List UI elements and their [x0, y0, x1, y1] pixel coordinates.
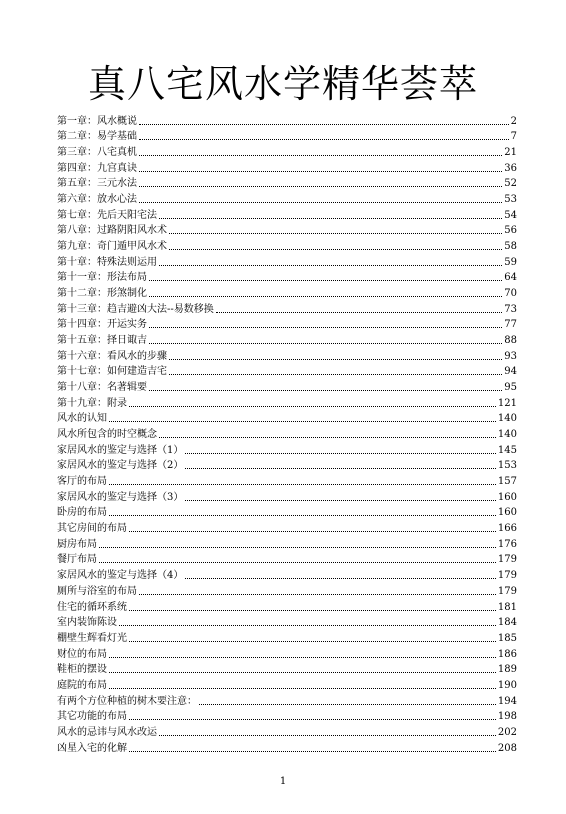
toc-entry-page: 160: [497, 491, 517, 503]
toc-dot-leader: [109, 672, 496, 673]
toc-entry[interactable]: [57, 676, 517, 692]
toc-entry-label: 住宅的循环系统: [57, 601, 127, 613]
toc-entry-label: 第一章：风水概说: [57, 115, 137, 127]
toc-entry[interactable]: [57, 504, 517, 520]
toc-entry-label: 家居风水的鉴定与选择（4）: [57, 570, 184, 582]
toc-entry-label: 第二章：易学基础: [57, 131, 137, 143]
toc-dot-leader: [149, 280, 502, 281]
toc-entry[interactable]: [57, 284, 517, 300]
toc-entry-label: 客厅的布局: [57, 476, 107, 488]
toc-dot-leader: [149, 296, 502, 297]
toc-entry[interactable]: [57, 410, 517, 426]
toc-entry[interactable]: [57, 582, 517, 598]
toc-dot-leader: [185, 468, 496, 469]
toc-entry-label: 第十二章：形煞制化: [57, 288, 147, 300]
toc-dot-leader: [149, 327, 502, 328]
toc-entry[interactable]: [57, 394, 517, 410]
toc-dot-leader: [139, 171, 502, 172]
toc-entry-label: 第十一章：形法布局: [57, 272, 147, 284]
toc-entry-page: 21: [504, 147, 517, 159]
toc-entry-page: 198: [497, 711, 517, 723]
toc-entry-label: 鞋柜的摆设: [57, 664, 107, 676]
toc-entry-label: 第十三章：趋吉避凶大法--易数移换: [57, 303, 214, 315]
toc-entry-page: 140: [497, 413, 517, 425]
toc-entry[interactable]: [57, 112, 517, 128]
toc-entry[interactable]: [57, 566, 517, 582]
toc-entry-label: 其它功能的布局: [57, 711, 127, 723]
toc-entry-label: 厕所与浴室的布局: [57, 585, 137, 597]
toc-entry[interactable]: [57, 175, 517, 191]
toc-dot-leader: [109, 421, 496, 422]
toc-entry-page: 56: [504, 225, 517, 237]
toc-entry-page: 54: [504, 209, 517, 221]
toc-entry[interactable]: [57, 708, 517, 724]
toc-dot-leader: [99, 547, 496, 548]
toc-entry-page: 121: [497, 397, 517, 409]
toc-entry-page: 190: [497, 679, 517, 691]
toc-entry-page: 176: [497, 538, 517, 550]
toc-entry-label: 有两个方位种植的树木要注意：: [57, 695, 197, 707]
toc-entry-label: 第七章：先后天阳宅法: [57, 209, 157, 221]
toc-entry-page: 73: [504, 303, 517, 315]
toc-entry-page: 185: [497, 632, 517, 644]
toc-dot-leader: [109, 688, 496, 689]
toc-dot-leader: [185, 500, 496, 501]
toc-entry-page: 94: [504, 366, 517, 378]
toc-entry-label: 第十五章：择日诹吉: [57, 335, 147, 347]
toc-entry-label: 第九章：奇门遁甲风水术: [57, 241, 167, 253]
toc-entry-page: 179: [497, 570, 517, 582]
toc-entry-page: 179: [497, 585, 517, 597]
toc-entry[interactable]: [57, 143, 517, 159]
toc-entry[interactable]: [57, 206, 517, 222]
toc-entry-label: 第十八章：名著辑要: [57, 382, 147, 394]
toc-dot-leader: [169, 374, 502, 375]
toc-dot-leader: [129, 531, 496, 532]
toc-entry[interactable]: [57, 535, 517, 551]
toc-entry-page: 186: [497, 648, 517, 660]
toc-dot-leader: [159, 218, 502, 219]
toc-entry-label: 风水所包含的时空概念: [57, 429, 157, 441]
toc-entry[interactable]: [57, 347, 517, 363]
toc-dot-leader: [149, 343, 502, 344]
toc-entry[interactable]: [57, 159, 517, 175]
toc-entry-page: 208: [497, 742, 517, 754]
toc-entry-label: 家居风水的鉴定与选择（2）: [57, 460, 184, 472]
toc-entry-page: 153: [497, 460, 517, 472]
toc-dot-leader: [169, 249, 502, 250]
toc-entry[interactable]: [57, 269, 517, 285]
toc-entry-label: 第三章：八宅真机: [57, 147, 137, 159]
toc-entry[interactable]: [57, 692, 517, 708]
toc-entry-label: 第八章：过路阴阳风水术: [57, 225, 167, 237]
toc-dot-leader: [139, 139, 509, 140]
toc-entry-page: 181: [497, 601, 517, 613]
toc-entry[interactable]: [57, 472, 517, 488]
toc-entry[interactable]: [57, 645, 517, 661]
toc-entry-label: 风水的忌讳与风水改运: [57, 726, 157, 738]
toc-entry-label: 厨房布局: [57, 538, 97, 550]
toc-entry[interactable]: [57, 128, 517, 144]
toc-entry-label: 第十六章：看风水的步骤: [57, 350, 167, 362]
toc-entry-page: 7: [510, 131, 517, 143]
toc-dot-leader: [149, 390, 502, 391]
toc-entry[interactable]: [57, 488, 517, 504]
toc-entry-label: 室内装饰陈设: [57, 617, 117, 629]
toc-dot-leader: [185, 453, 496, 454]
toc-entry-label: 风水的认知: [57, 413, 107, 425]
toc-entry-label: 第四章：九宫真诀: [57, 162, 137, 174]
toc-entry-label: 庭院的布局: [57, 679, 107, 691]
toc-entry-page: 64: [504, 272, 517, 284]
toc-entry-page: 145: [497, 444, 517, 456]
toc-entry[interactable]: [57, 378, 517, 394]
toc-entry[interactable]: [57, 739, 517, 755]
toc-entry-label: 第十七章：如何建造吉宅: [57, 366, 167, 378]
toc-entry-label: 家居风水的鉴定与选择（1）: [57, 444, 184, 456]
toc-dot-leader: [129, 719, 496, 720]
toc-dot-leader: [129, 641, 496, 642]
toc-entry-page: 77: [504, 319, 517, 331]
toc-entry-page: 93: [504, 350, 517, 362]
toc-entry-page: 166: [497, 523, 517, 535]
toc-entry[interactable]: [57, 253, 517, 269]
toc-entry-label: 其它房间的布局: [57, 523, 127, 535]
toc-entry-page: 36: [504, 162, 517, 174]
toc-entry[interactable]: [57, 222, 517, 238]
toc-entry[interactable]: [57, 316, 517, 332]
toc-dot-leader: [159, 265, 502, 266]
toc-entry[interactable]: [57, 237, 517, 253]
toc-entry[interactable]: [57, 551, 517, 567]
toc-dot-leader: [129, 610, 496, 611]
toc-entry[interactable]: [57, 598, 517, 614]
toc-dot-leader: [119, 625, 496, 626]
toc-dot-leader: [139, 186, 502, 187]
toc-entry-page: 184: [497, 617, 517, 629]
toc-entry-page: 58: [504, 241, 517, 253]
toc-entry[interactable]: [57, 331, 517, 347]
toc-entry-page: 53: [504, 194, 517, 206]
toc-entry-page: 95: [504, 382, 517, 394]
toc-dot-leader: [159, 437, 496, 438]
toc-dot-leader: [159, 735, 496, 736]
toc-entry-page: 140: [497, 429, 517, 441]
toc-entry[interactable]: [57, 300, 517, 316]
toc-dot-leader: [99, 562, 496, 563]
toc-entry-page: 160: [497, 507, 517, 519]
toc-dot-leader: [129, 406, 496, 407]
toc-entry-page: 189: [497, 664, 517, 676]
toc-entry-label: 第五章：三元水法: [57, 178, 137, 190]
toc-dot-leader: [139, 124, 509, 125]
toc-entry-page: 52: [504, 178, 517, 190]
toc-entry[interactable]: [57, 519, 517, 535]
toc-dot-leader: [185, 578, 496, 579]
toc-entry-label: 第十四章：开运实务: [57, 319, 147, 331]
toc-entry-label: 棚壁生辉看灯光: [57, 632, 127, 644]
toc-entry[interactable]: [57, 190, 517, 206]
toc-dot-leader: [109, 657, 496, 658]
toc-entry[interactable]: [57, 363, 517, 379]
toc-dot-leader: [169, 359, 502, 360]
toc-entry-label: 餐厅布局: [57, 554, 97, 566]
toc-entry[interactable]: [57, 723, 517, 739]
toc-entry-page: 194: [497, 695, 517, 707]
toc-entry[interactable]: [57, 629, 517, 645]
toc-entry-page: 2: [510, 115, 517, 127]
toc-entry[interactable]: [57, 441, 517, 457]
toc-dot-leader: [139, 155, 502, 156]
toc-entry-page: 202: [497, 726, 517, 738]
toc-entry[interactable]: [57, 661, 517, 677]
toc-entry-label: 第十九章：附录: [57, 397, 127, 409]
toc-dot-leader: [109, 484, 496, 485]
toc-entry-page: 88: [504, 335, 517, 347]
toc-dot-leader: [129, 751, 496, 752]
toc-dot-leader: [216, 312, 503, 313]
toc-dot-leader: [199, 704, 496, 705]
table-of-contents: [57, 112, 517, 755]
page-number: 1: [279, 776, 287, 787]
toc-entry-page: 179: [497, 554, 517, 566]
toc-entry[interactable]: [57, 457, 517, 473]
toc-entry-label: 财位的布局: [57, 648, 107, 660]
toc-entry-label: 凶星入宅的化解: [57, 742, 127, 754]
toc-dot-leader: [109, 515, 496, 516]
toc-entry[interactable]: [57, 425, 517, 441]
toc-entry-page: 157: [497, 476, 517, 488]
toc-entry-label: 第十章：特殊法则运用: [57, 256, 157, 268]
toc-entry-label: 第六章：放水心法: [57, 194, 137, 206]
toc-entry[interactable]: [57, 614, 517, 630]
toc-entry-page: 59: [504, 256, 517, 268]
toc-entry-label: 家居风水的鉴定与选择（3）: [57, 491, 184, 503]
toc-dot-leader: [139, 594, 496, 595]
toc-entry-label: 卧房的布局: [57, 507, 107, 519]
toc-entry-page: 70: [504, 288, 517, 300]
toc-dot-leader: [169, 233, 502, 234]
document-title: 真八宅风水学精华荟萃: [87, 62, 478, 106]
toc-dot-leader: [139, 202, 502, 203]
